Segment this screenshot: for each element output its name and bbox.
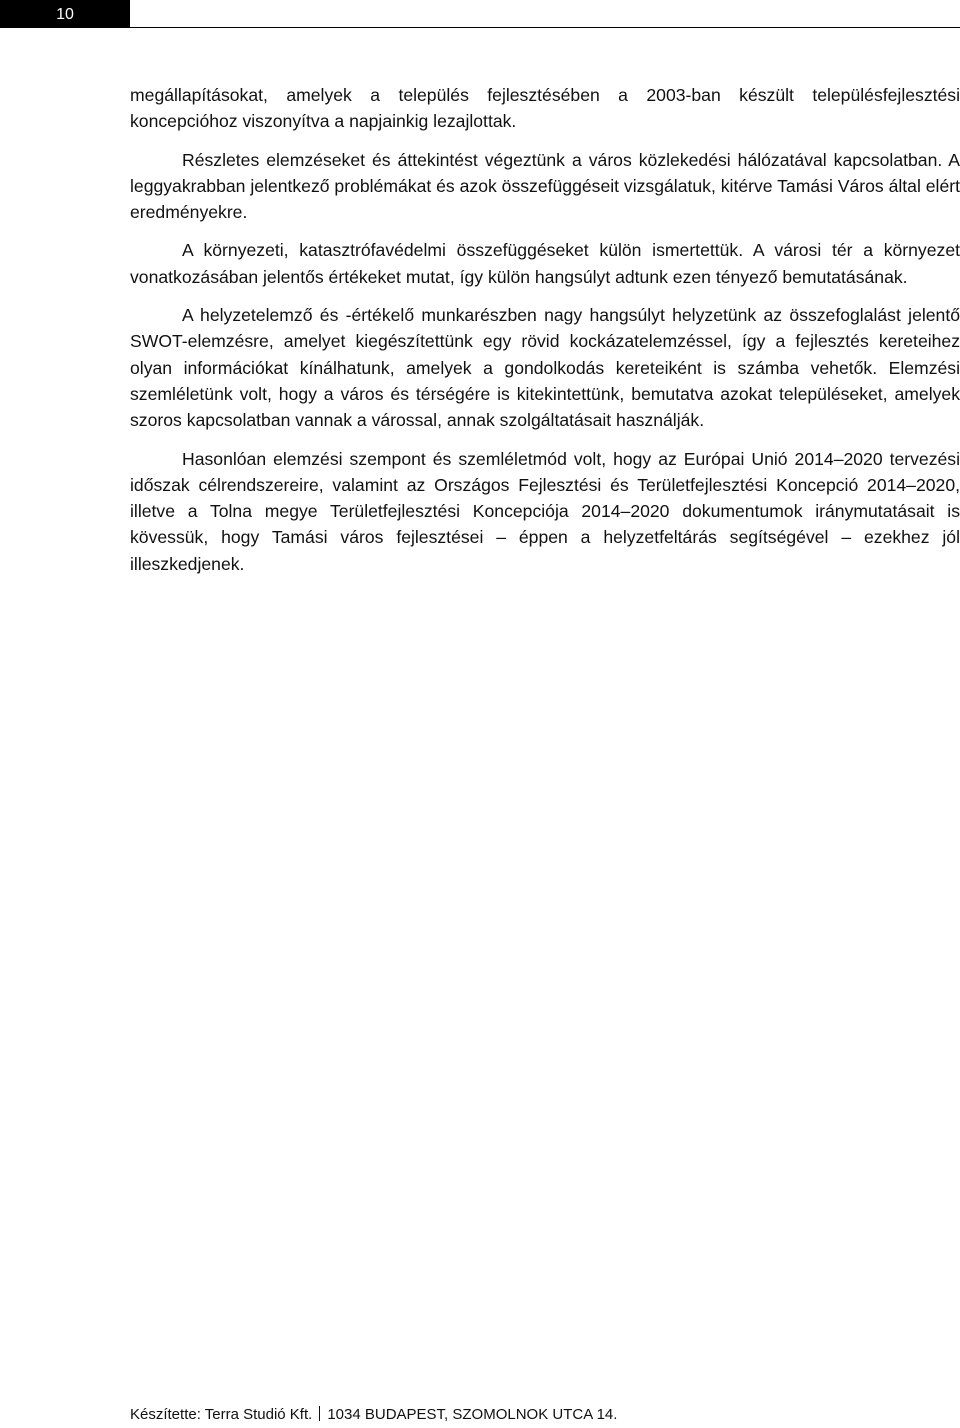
page-footer [130,1405,617,1425]
page-header [0,0,960,28]
document-body [130,82,960,589]
footer-address: 1034 BUDAPEST, SZOMOLNOK UTCA 14. [327,1406,618,1423]
footer-separator [319,1406,320,1421]
paragraph-swot: A helyzetelemző és -értékelő munkarészben nagy hangsúlyt helyzetünk az összefoglalást jelentő SWOT-elemzésre, amelyet kiegészítettünk egy rövid kockázatelemzéssel, így a fejlesztés kereteihez olyan információkat kínálhatunk, amelyek a gondolkodás kereteiként is számba vehetők. Elemzési szemléletünk volt, hogy a város és térségére is kitekintettünk, bemutatva azokat településeket, amelyek szoros kapcsolatban vannak a várossal, annak szolgáltatásait használják. [130,305,960,431]
paragraph-transport-analysis: Részletes elemzéseket és áttekintést végeztünk a város közlekedési hálózatával kapcsolatban. A leggyakrabban jelentkező problémákat és azok összefüggéseit vizsgálatuk, kitérve Tamási Város által elért eredményekre. [130,149,960,223]
page-number: 10 [0,0,130,28]
header-rule [0,27,960,28]
paragraph-eu-framework: Hasonlóan elemzési szempont és szemléletmód volt, hogy az Európai Unió 2014–2020 tervezési időszak célrendszereire, valamint az Országos Fejlesztési és Területfejlesztési Koncepció 2014–2020, illetve a Tolna megye Területfejlesztési Koncepciója 2014–2020 dokumentumok iránymutatásait is kövessük, hogy Tamási város fejlesztései – éppen a helyzetfeltárás segítségével – ezekhez jól illeszkedjenek. [130,448,960,574]
paragraph-environment: A környezeti, katasztrófavédelmi összefüggéseket külön ismertettük. A városi tér a környezet vonatkozásában jelentős értékeket mutat, így külön hangsúlyt adtunk ezen tényező bemutatásának. [130,240,960,287]
footer-author: Készítette: Terra Studió Kft. [130,1406,313,1423]
paragraph-continuation: megállapításokat, amelyek a település fejlesztésében a 2003-ban készült településfejlesztési koncepcióhoz viszonyítva a napjainkig lezajlottak. [130,85,960,132]
